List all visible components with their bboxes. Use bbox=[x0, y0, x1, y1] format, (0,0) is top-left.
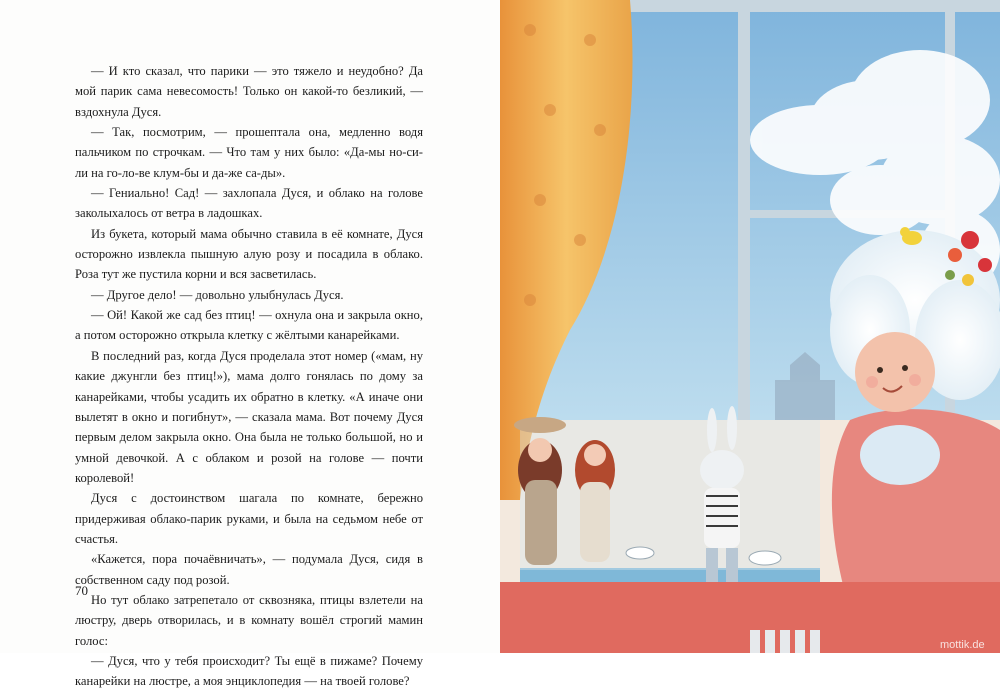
story-text bbox=[75, 61, 423, 692]
page-number: 70 bbox=[75, 583, 88, 598]
paragraph: «Кажется, пора почаёвничать», — подумала Дуся, сидя в собственном саду под розой. bbox=[75, 552, 423, 587]
doll-middle bbox=[575, 440, 615, 562]
paragraph: Из букета, который мама обычно ставила в её комнате, Дуся осторожно извлекла пышную алую розу и посадила в облако. Роза тут же пустила корни и вся засветилась. bbox=[75, 226, 423, 282]
window-sill bbox=[520, 568, 820, 582]
left-page bbox=[0, 0, 500, 689]
illustration bbox=[500, 0, 1000, 653]
watermark: mottik.de bbox=[940, 639, 985, 651]
paragraph: — Дуся, что у тебя происходит? Ты ещё в пижаме? Почему канарейки на люстре, а моя энциклопедия — на твоей голове? bbox=[75, 653, 423, 689]
paragraph: В последний раз, когда Дуся проделала этот номер («мам, ну какие джунгли без птиц!»), мама долго гонялась по дому за канарейками, чтобы усадить их обратно в клетку. «А иначе они вылетят в окно и погибнут», — сказала мама. Вот почему Дуся первым делом закрыла окно. Она была не только большой, но и умной девочкой. А с облаком и розой на голове — почти королевой! bbox=[75, 348, 423, 485]
paragraph: Но тут облако затрепетало от сквозняка, птицы взлетели на люстру, дверь отворилась, и в комнату вошёл строгий мамин голос: bbox=[75, 592, 423, 648]
paragraph: — Другое дело! — довольно улыбнулась Дуся. bbox=[91, 287, 344, 302]
illustration-page bbox=[500, 0, 1000, 653]
paragraph: — Так, посмотрим, — прошептала она, медленно водя пальчиком по строчкам. — Что там у них было: «Да-мы но-си-ли на го-ло-ве клум-бы и да-же са-ды». bbox=[75, 125, 423, 180]
paragraph: — Ой! Какой же сад без птиц! — охнула она и закрыла окно, а потом осторожно открыла клетку с жёлтыми канарейками. bbox=[75, 308, 423, 343]
paragraph: — Гениально! Сад! — захлопала Дуся, и облако на голове заколыхалось от ветра в ладошках. bbox=[75, 186, 423, 221]
paragraph: Дуся с достоинством шагала по комнате, бережно придерживая облако-парик руками, и была на седьмом небе от счастья. bbox=[75, 491, 423, 546]
paragraph: — И кто сказал, что парики — это тяжело и неудобно? Да мой парик сама невесомость! Только он какой-то безликий, — вздохнула Дуся. bbox=[75, 64, 423, 119]
